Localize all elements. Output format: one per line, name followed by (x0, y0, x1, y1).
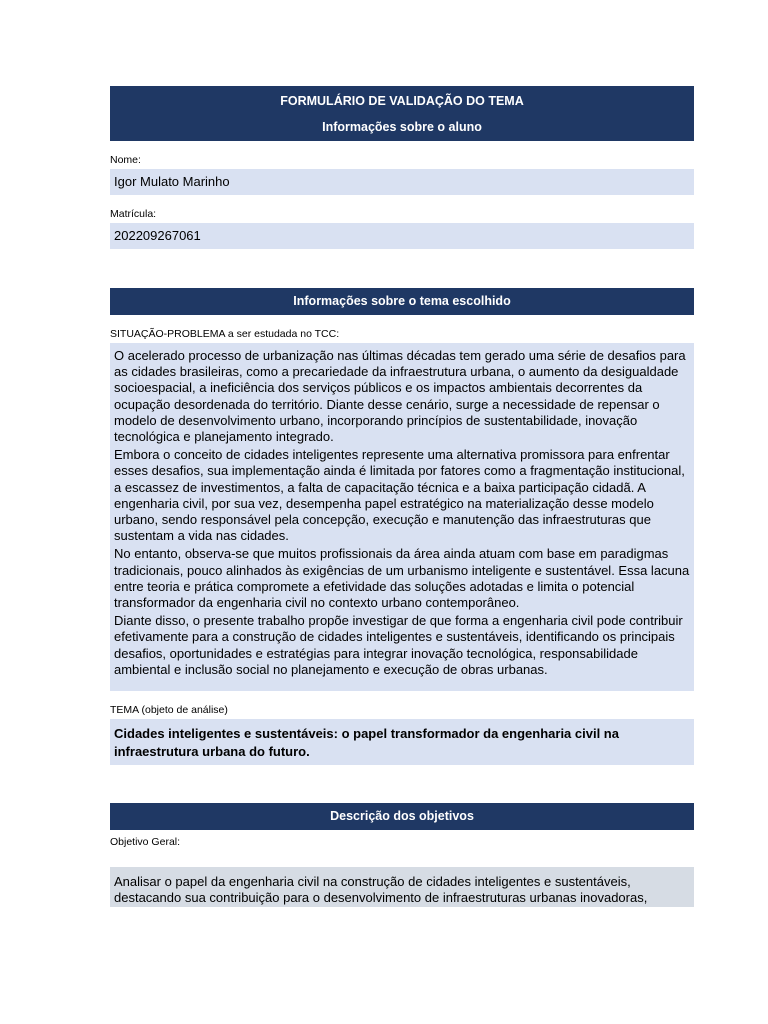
problem-paragraph: O acelerado processo de urbanização nas últimas décadas tem gerado uma série de desafios para as cidades brasileiras, como a precariedade da infraestrutura urbana, o aumento da desigualdade socioespacial, a ineficiência dos serviços públicos e os impactos ambientais decorrentes da ocupação desordenada do território. Diante desse cenário, surge a necessidade de repensar o modelo de desenvolvimento urbano, incorporando princípios de sustentabilidade, inovação tecnológica e planejamento integrado. (114, 348, 686, 445)
general-objective-field[interactable]: Analisar o papel da engenharia civil na construção de cidades inteligentes e sustentáveis, destacando sua contribuição para o desenvolvimento de infraestruturas urbanas inovadoras, (110, 867, 694, 907)
general-objective-label: Objetivo Geral: (110, 836, 181, 848)
problem-label: SITUAÇÃO-PROBLEMA a ser estudada no TCC: (110, 328, 340, 340)
section-title-topic: Informações sobre o tema escolhido (110, 288, 694, 315)
problem-paragraph: Embora o conceito de cidades inteligentes represente uma alternativa promissora para enfrentar esses desafios, sua implementação ainda é limitada por fatores como a fragmentação institucional, a escassez de investimentos, a falta de capacitação técnica e a baixa participação cidadã. A engenharia civil, por sua vez, desempenha papel estratégico na materialização desse modelo urbano, sendo responsável pela concepção, execução e manutenção das infraestruturas que sustentam a vida nas cidades. (114, 447, 685, 544)
id-label: Matrícula: (110, 208, 157, 220)
name-label: Nome: (110, 154, 141, 166)
problem-paragraph: Diante disso, o presente trabalho propõe investigar de que forma a engenharia civil pode contribuir efetivamente para a construção de cidades inteligentes e sustentáveis, identificando os principais desafios, oportunidades e estratégias para integrar inovação tecnológica, responsabilidade ambiental e inclusão social no planejamento e execução de obras urbanas. (114, 613, 683, 677)
id-field[interactable]: 202209267061 (110, 223, 694, 249)
form-title: FORMULÁRIO DE VALIDAÇÃO DO TEMA (280, 94, 524, 108)
name-field[interactable]: Igor Mulato Marinho (110, 169, 694, 195)
problem-paragraph: No entanto, observa-se que muitos profissionais da área ainda atuam com base em paradigmas tradicionais, pouco alinhados às exigências de um urbanismo inteligente e sustentável. Essa lacuna entre teoria e prática compromete a efetividade das soluções adotadas e limita o potencial transformador da engenharia civil no contexto urbano contemporâneo. (114, 546, 690, 611)
theme-field[interactable]: Cidades inteligentes e sustentáveis: o papel transformador da engenharia civil na infraestrutura urbana do futuro. (110, 719, 694, 765)
section-title-student: Informações sobre o aluno (322, 120, 482, 134)
section-title-objectives: Descrição dos objetivos (110, 803, 694, 830)
problem-field[interactable] (110, 343, 694, 691)
form-header (110, 86, 694, 141)
theme-label: TEMA (objeto de análise) (110, 704, 228, 716)
